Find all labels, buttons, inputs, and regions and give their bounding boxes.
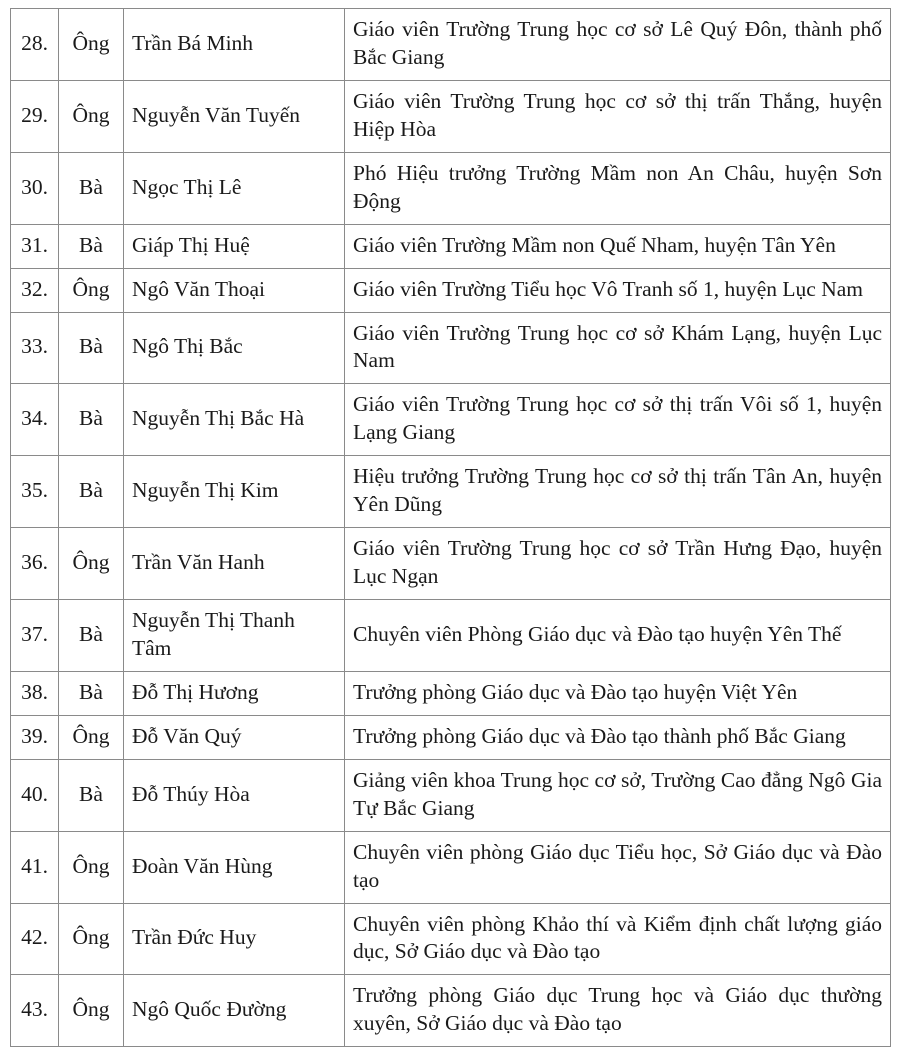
row-position-description: Giáo viên Trường Trung học cơ sở Khám Lạng, huyện Lục Nam bbox=[345, 312, 891, 384]
table-row bbox=[11, 152, 891, 224]
table-row bbox=[11, 268, 891, 312]
row-honorific: Ông bbox=[59, 715, 124, 759]
row-position-description: Giáo viên Trường Tiểu học Vô Tranh số 1, huyện Lục Nam bbox=[345, 268, 891, 312]
row-honorific: Bà bbox=[59, 312, 124, 384]
row-honorific: Bà bbox=[59, 600, 124, 672]
row-honorific: Ông bbox=[59, 528, 124, 600]
table-row bbox=[11, 715, 891, 759]
row-person-name: Ngọc Thị Lê bbox=[124, 152, 345, 224]
row-position-description: Chuyên viên phòng Khảo thí và Kiểm định chất lượng giáo dục, Sở Giáo dục và Đào tạo bbox=[345, 903, 891, 975]
row-index: 32. bbox=[11, 268, 59, 312]
table-row bbox=[11, 903, 891, 975]
row-index: 39. bbox=[11, 715, 59, 759]
row-position-description: Giáo viên Trường Trung học cơ sở Lê Quý Đôn, thành phố Bắc Giang bbox=[345, 9, 891, 81]
row-honorific: Bà bbox=[59, 671, 124, 715]
table-row bbox=[11, 759, 891, 831]
row-position-description: Hiệu trưởng Trường Trung học cơ sở thị trấn Tân An, huyện Yên Dũng bbox=[345, 456, 891, 528]
row-honorific: Bà bbox=[59, 759, 124, 831]
row-person-name: Nguyễn Thị Bắc Hà bbox=[124, 384, 345, 456]
row-person-name: Đỗ Văn Quý bbox=[124, 715, 345, 759]
row-position-description: Giảng viên khoa Trung học cơ sở, Trường Cao đẳng Ngô Gia Tự Bắc Giang bbox=[345, 759, 891, 831]
row-honorific: Ông bbox=[59, 903, 124, 975]
row-person-name: Đoàn Văn Hùng bbox=[124, 831, 345, 903]
row-position-description: Trưởng phòng Giáo dục Trung học và Giáo dục thường xuyên, Sở Giáo dục và Đào tạo bbox=[345, 975, 891, 1047]
table-row bbox=[11, 80, 891, 152]
row-index: 38. bbox=[11, 671, 59, 715]
table-body bbox=[11, 9, 891, 1047]
row-index: 36. bbox=[11, 528, 59, 600]
row-honorific: Bà bbox=[59, 384, 124, 456]
row-position-description: Chuyên viên Phòng Giáo dục và Đào tạo huyện Yên Thế bbox=[345, 600, 891, 672]
row-index: 42. bbox=[11, 903, 59, 975]
table-row bbox=[11, 384, 891, 456]
table-row bbox=[11, 600, 891, 672]
table-row bbox=[11, 312, 891, 384]
row-person-name: Giáp Thị Huệ bbox=[124, 224, 345, 268]
row-honorific: Bà bbox=[59, 456, 124, 528]
row-position-description: Trưởng phòng Giáo dục và Đào tạo thành phố Bắc Giang bbox=[345, 715, 891, 759]
row-index: 34. bbox=[11, 384, 59, 456]
row-person-name: Trần Bá Minh bbox=[124, 9, 345, 81]
row-index: 29. bbox=[11, 80, 59, 152]
row-honorific: Ông bbox=[59, 831, 124, 903]
table-row bbox=[11, 975, 891, 1047]
row-index: 40. bbox=[11, 759, 59, 831]
row-person-name: Nguyễn Thị Kim bbox=[124, 456, 345, 528]
row-honorific: Ông bbox=[59, 975, 124, 1047]
row-person-name: Trần Đức Huy bbox=[124, 903, 345, 975]
row-index: 28. bbox=[11, 9, 59, 81]
person-list-table bbox=[10, 8, 891, 1047]
table-row bbox=[11, 9, 891, 81]
row-person-name: Ngô Thị Bắc bbox=[124, 312, 345, 384]
row-position-description: Giáo viên Trường Trung học cơ sở thị trấn Vôi số 1, huyện Lạng Giang bbox=[345, 384, 891, 456]
row-person-name: Nguyễn Thị Thanh Tâm bbox=[124, 600, 345, 672]
row-honorific: Bà bbox=[59, 224, 124, 268]
table-row bbox=[11, 224, 891, 268]
row-position-description: Chuyên viên phòng Giáo dục Tiểu học, Sở Giáo dục và Đào tạo bbox=[345, 831, 891, 903]
row-index: 37. bbox=[11, 600, 59, 672]
row-person-name: Đỗ Thúy Hòa bbox=[124, 759, 345, 831]
row-index: 33. bbox=[11, 312, 59, 384]
row-position-description: Giáo viên Trường Trung học cơ sở Trần Hưng Đạo, huyện Lục Ngạn bbox=[345, 528, 891, 600]
row-position-description: Giáo viên Trường Mầm non Quế Nham, huyện Tân Yên bbox=[345, 224, 891, 268]
table-row bbox=[11, 456, 891, 528]
row-person-name: Nguyễn Văn Tuyến bbox=[124, 80, 345, 152]
row-honorific: Bà bbox=[59, 152, 124, 224]
row-index: 30. bbox=[11, 152, 59, 224]
row-person-name: Trần Văn Hanh bbox=[124, 528, 345, 600]
row-person-name: Ngô Quốc Đường bbox=[124, 975, 345, 1047]
row-honorific: Ông bbox=[59, 268, 124, 312]
row-person-name: Đỗ Thị Hương bbox=[124, 671, 345, 715]
row-position-description: Giáo viên Trường Trung học cơ sở thị trấn Thắng, huyện Hiệp Hòa bbox=[345, 80, 891, 152]
table-row bbox=[11, 528, 891, 600]
table-row bbox=[11, 831, 891, 903]
row-honorific: Ông bbox=[59, 80, 124, 152]
row-position-description: Trưởng phòng Giáo dục và Đào tạo huyện Việt Yên bbox=[345, 671, 891, 715]
row-index: 31. bbox=[11, 224, 59, 268]
row-position-description: Phó Hiệu trưởng Trường Mầm non An Châu, huyện Sơn Động bbox=[345, 152, 891, 224]
row-index: 41. bbox=[11, 831, 59, 903]
row-honorific: Ông bbox=[59, 9, 124, 81]
row-index: 35. bbox=[11, 456, 59, 528]
row-person-name: Ngô Văn Thoại bbox=[124, 268, 345, 312]
table-row bbox=[11, 671, 891, 715]
row-index: 43. bbox=[11, 975, 59, 1047]
